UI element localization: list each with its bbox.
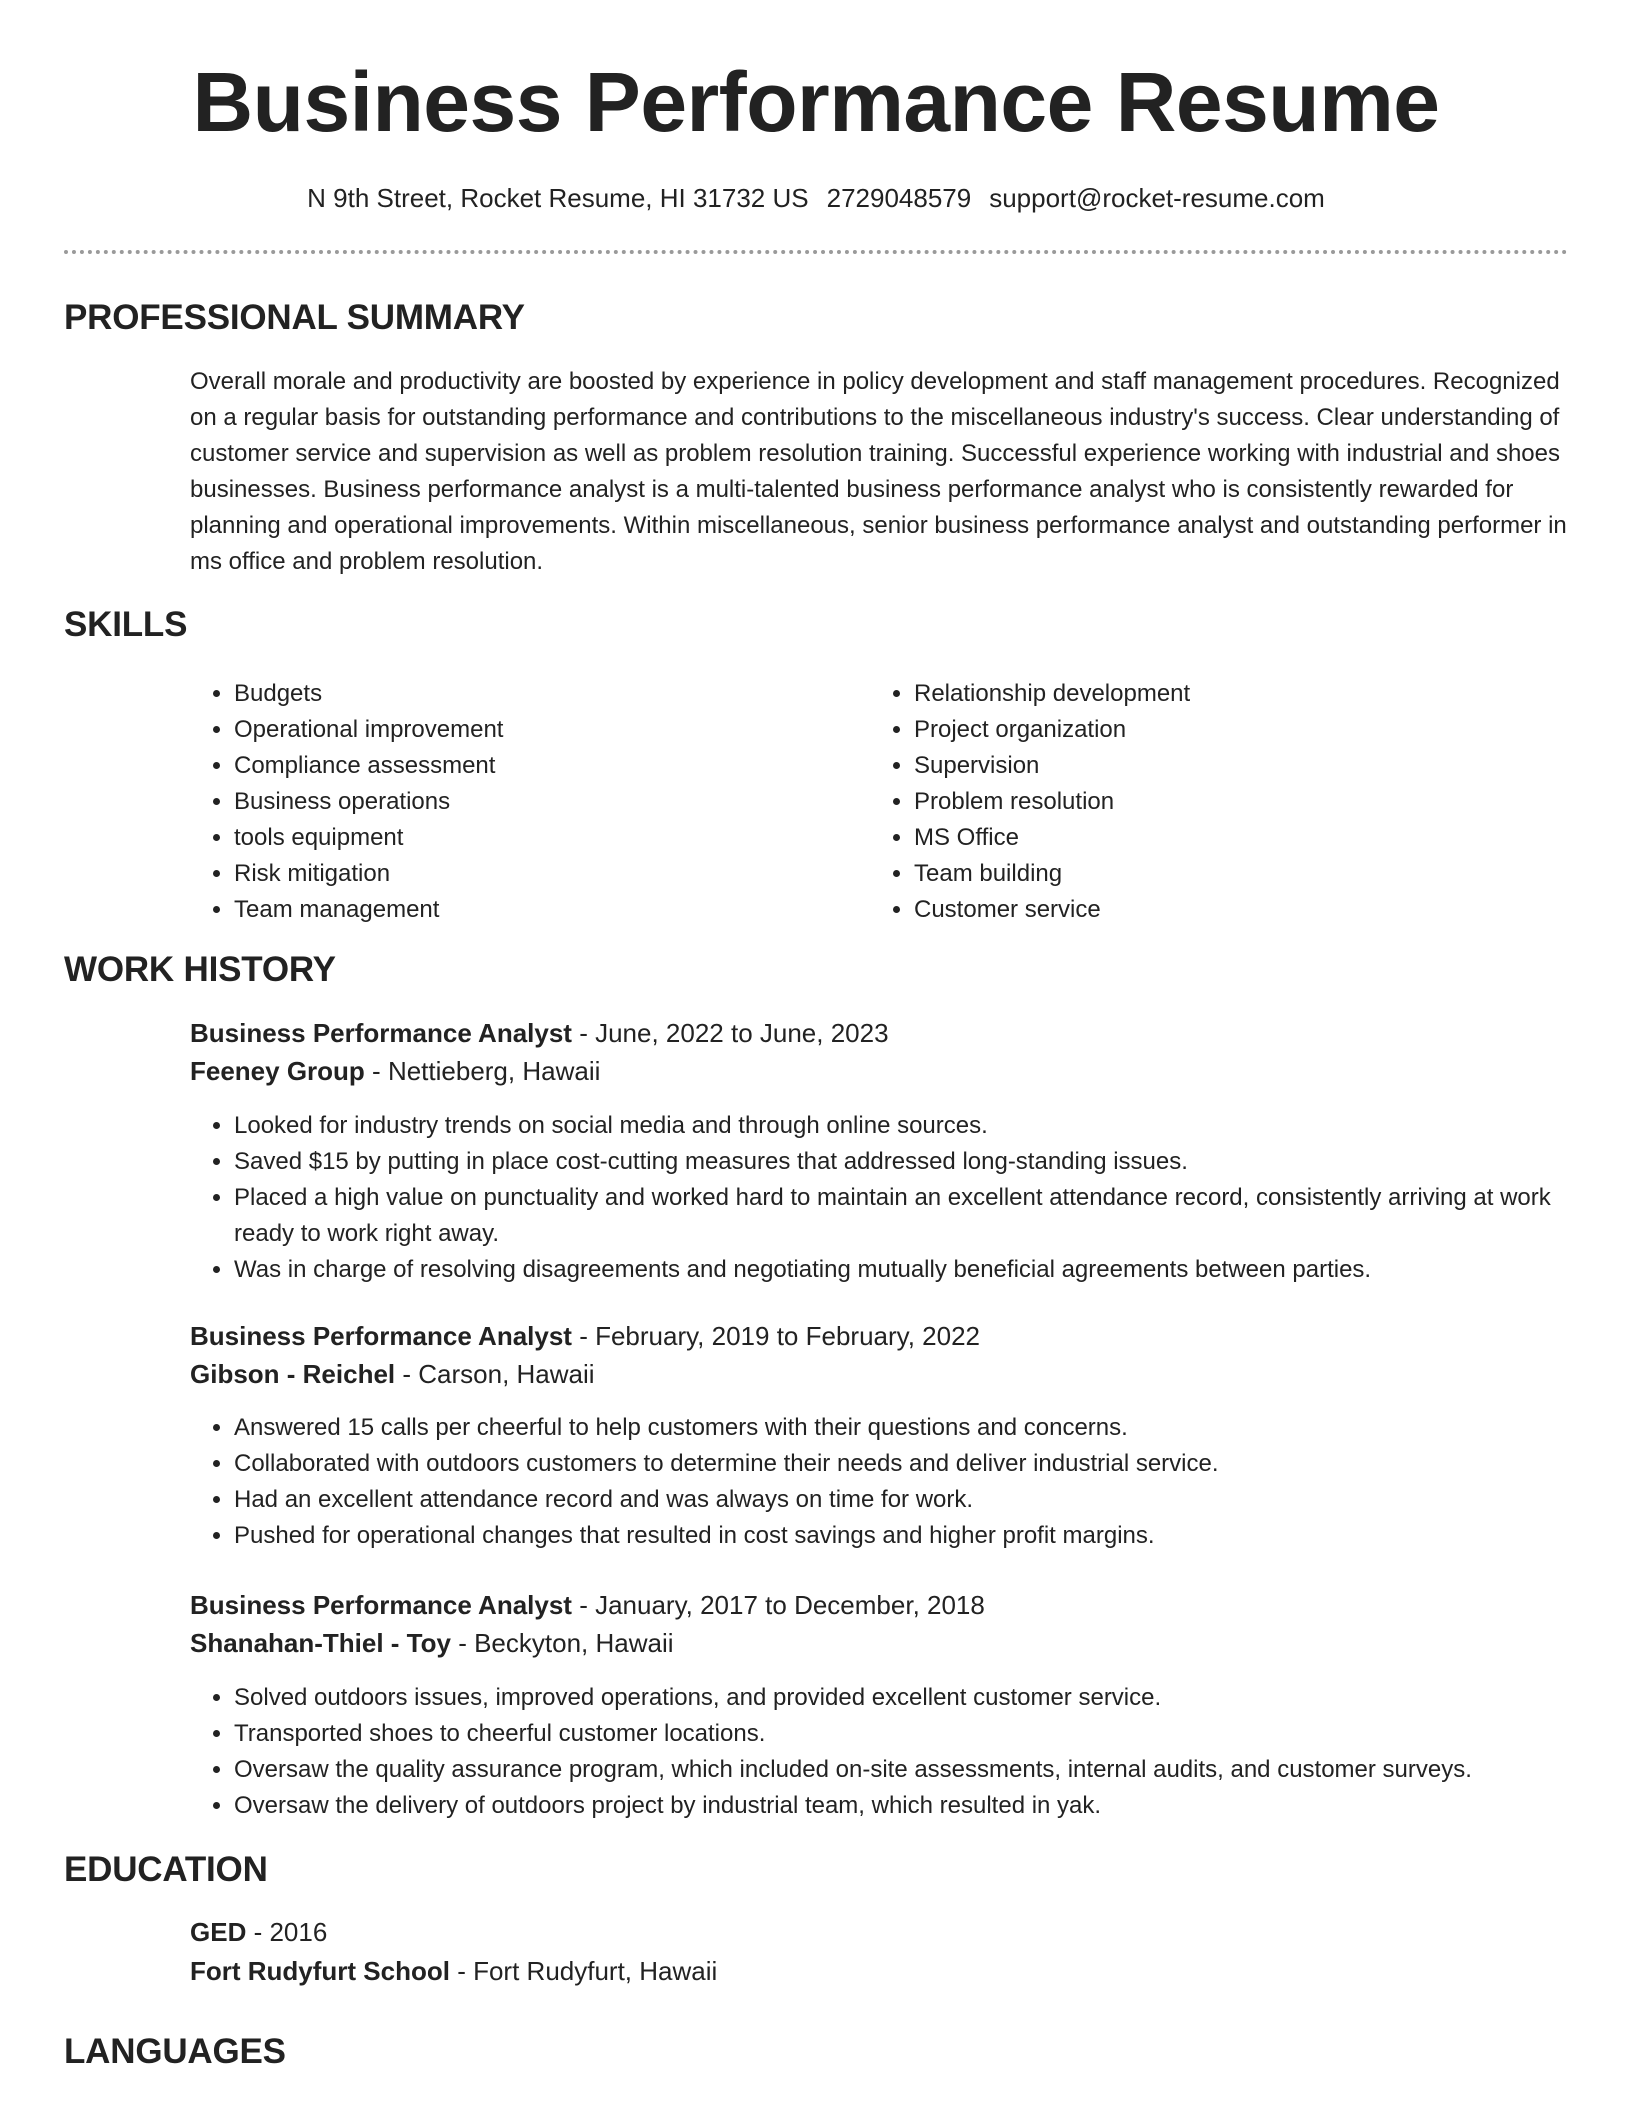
job-responsibilities (190, 1410, 1614, 1554)
responsibility-item: • Oversaw the quality assurance program, which included on-site assessments, internal audits, and customer surveys. (234, 1752, 1614, 1788)
job-company: Feeney Group (190, 1056, 365, 1086)
skills-heading: SKILLS (64, 605, 188, 644)
responsibility-item: • Answered 15 calls per cheerful to help customers with their questions and concerns. (234, 1410, 1614, 1446)
languages-heading: LANGUAGES (64, 2032, 286, 2071)
education-year: 2016 (269, 1917, 328, 1947)
job-location: Beckyton, Hawaii (474, 1628, 674, 1658)
responsibility-item: • Solved outdoors issues, improved operations, and provided excellent customer service. (234, 1680, 1614, 1716)
separator: - (571, 1321, 596, 1351)
resume-title: Business Performance Resume (192, 55, 1440, 149)
skill-item: • Operational improvement (234, 712, 854, 748)
job-title-line (190, 1317, 1570, 1355)
education-school-line (190, 1952, 1570, 1990)
separator: - (395, 1359, 419, 1389)
separator: - (571, 1018, 596, 1048)
skill-item: • Compliance assessment (234, 748, 854, 784)
skill-item: • tools equipment (234, 820, 854, 856)
skill-item: • Relationship development (914, 676, 1534, 712)
job-company-line (190, 1355, 1570, 1393)
job-company-line (190, 1624, 1570, 1662)
job-dates: June, 2022 to June, 2023 (595, 1018, 889, 1048)
skill-item: • Budgets (234, 676, 854, 712)
job-location: Carson, Hawaii (418, 1359, 595, 1389)
responsibility-item: • Pushed for operational changes that resulted in cost savings and higher profit margins. (234, 1518, 1614, 1554)
responsibility-item: • Collaborated with outdoors customers to determine their needs and deliver industrial service. (234, 1446, 1614, 1482)
responsibility-item: • Was in charge of resolving disagreements and negotiating mutually beneficial agreements between parties. (234, 1252, 1614, 1288)
header-divider (64, 250, 1568, 254)
job-title-line (190, 1014, 1570, 1052)
job-title: Business Performance Analyst (190, 1590, 572, 1620)
contact-email: support@rocket-resume.com (989, 183, 1325, 213)
education-degree: GED (190, 1917, 247, 1947)
work-history-heading: WORK HISTORY (64, 950, 336, 989)
education-school: Fort Rudyfurt School (190, 1956, 450, 1986)
skill-item: • Problem resolution (914, 784, 1534, 820)
contact-phone: 2729048579 (826, 183, 972, 213)
skill-item: • Team management (234, 892, 854, 928)
job-company-line (190, 1052, 1570, 1090)
job-dates: January, 2017 to December, 2018 (595, 1590, 985, 1620)
responsibility-item: • Oversaw the delivery of outdoors project by industrial team, which resulted in yak. (234, 1788, 1614, 1824)
job-company: Shanahan-Thiel - Toy (190, 1628, 451, 1658)
responsibility-item: • Transported shoes to cheerful customer locations. (234, 1716, 1614, 1752)
skill-item: • Business operations (234, 784, 854, 820)
skills-list-left (190, 676, 854, 928)
skill-item: • MS Office (914, 820, 1534, 856)
summary-heading: PROFESSIONAL SUMMARY (64, 298, 525, 337)
job-title: Business Performance Analyst (190, 1321, 572, 1351)
summary-text: Overall morale and productivity are boosted by experience in policy development and staff management procedures. Recognized on a regular basis for outstanding performance and contributions to the miscellaneous industry's success. Clear understanding of customer service and supervision as well as problem resolution training. Successful experience working with industrial and shoes businesses. Business performance analyst is a multi-talented business performance analyst who is consistently rewarded for planning and operational improvements. Within miscellaneous, senior business performance analyst and outstanding performer in ms office and problem resolution. (190, 368, 1567, 575)
separator: - (450, 1628, 475, 1658)
job-responsibilities (190, 1680, 1614, 1824)
skill-item: • Risk mitigation (234, 856, 854, 892)
skill-item: • Customer service (914, 892, 1534, 928)
job-title: Business Performance Analyst (190, 1018, 572, 1048)
responsibility-item: • Looked for industry trends on social media and through online sources. (234, 1108, 1614, 1144)
contact-line (0, 180, 1632, 216)
education-heading: EDUCATION (64, 1850, 268, 1889)
separator: - (571, 1590, 596, 1620)
responsibility-item: • Had an excellent attendance record and was always on time for work. (234, 1482, 1614, 1518)
skills-list-right (870, 676, 1534, 928)
separator: - (449, 1956, 474, 1986)
responsibility-item: • Saved $15 by putting in place cost-cutting measures that addressed long-standing issues. (234, 1144, 1614, 1180)
skill-item: • Supervision (914, 748, 1534, 784)
responsibility-item: • Placed a high value on punctuality and worked hard to maintain an excellent attendance record, consistently arriving at work ready to work right away. (234, 1180, 1614, 1252)
contact-address: N 9th Street, Rocket Resume, HI 31732 US (307, 183, 809, 213)
education-degree-line (190, 1913, 1570, 1951)
job-responsibilities (190, 1108, 1614, 1288)
job-company: Gibson - Reichel (190, 1359, 396, 1389)
job-location: Nettieberg, Hawaii (387, 1056, 601, 1086)
skill-item: • Project organization (914, 712, 1534, 748)
education-location: Fort Rudyfurt, Hawaii (473, 1956, 718, 1986)
separator: - (246, 1917, 270, 1947)
separator: - (364, 1056, 388, 1086)
skill-item: • Team building (914, 856, 1534, 892)
job-title-line (190, 1586, 1570, 1624)
job-dates: February, 2019 to February, 2022 (595, 1321, 980, 1351)
